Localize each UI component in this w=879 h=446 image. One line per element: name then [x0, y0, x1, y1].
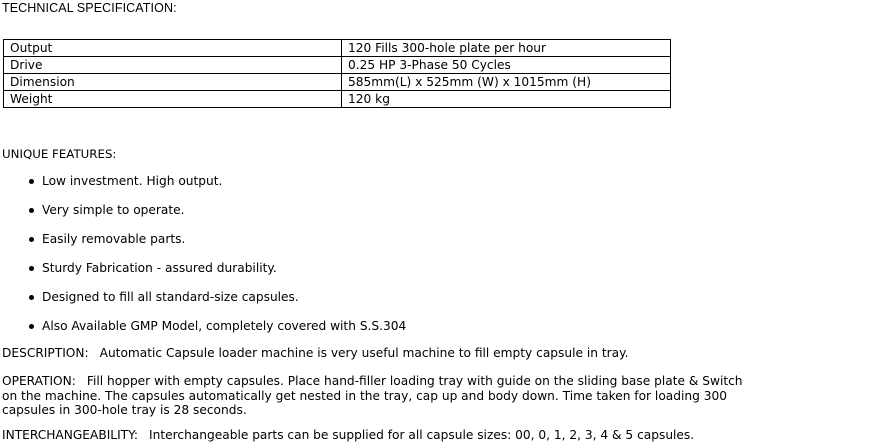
spec-label: Drive [4, 57, 342, 74]
interchangeability-paragraph [2, 428, 694, 443]
feature-text: Low investment. High output. [42, 174, 223, 188]
table-row [4, 74, 671, 91]
operation-label: OPERATION: [2, 374, 76, 388]
spec-value: 0.25 HP 3-Phase 50 Cycles [342, 57, 671, 74]
list-item [23, 254, 406, 283]
feature-text: Easily removable parts. [42, 232, 186, 246]
list-item [23, 283, 406, 312]
technical-specification-heading: TECHNICAL SPECIFICATION: [2, 1, 177, 15]
bullet-icon [29, 295, 34, 300]
list-item [23, 312, 406, 341]
list-item [23, 167, 406, 196]
table-row [4, 57, 671, 74]
list-item [23, 225, 406, 254]
specification-table [3, 39, 671, 108]
operation-paragraph [2, 374, 743, 418]
interchangeability-label: INTERCHANGEABILITY: [2, 428, 139, 442]
spec-label: Output [4, 40, 342, 57]
bullet-icon [29, 266, 34, 271]
feature-text: Also Available GMP Model, completely covered with S.S.304 [42, 319, 407, 333]
bullet-icon [29, 208, 34, 213]
table-row [4, 91, 671, 108]
list-item [23, 196, 406, 225]
spec-value: 585mm(L) x 525mm (W) x 1015mm (H) [342, 74, 671, 91]
bullet-icon [29, 179, 34, 184]
spec-label: Weight [4, 91, 342, 108]
description-paragraph [2, 346, 628, 361]
spec-value: 120 kg [342, 91, 671, 108]
description-text: Automatic Capsule loader machine is very useful machine to fill empty capsule in tray. [99, 346, 629, 360]
unique-features-heading: UNIQUE FEATURES: [2, 147, 117, 161]
operation-line: on the machine. The capsules automatically get nested in the tray, cap up and body down. Time taken for loading 300 [2, 388, 727, 403]
table-row [4, 40, 671, 57]
spec-label: Dimension [4, 74, 342, 91]
description-label: DESCRIPTION: [2, 346, 89, 360]
operation-line [2, 374, 743, 389]
spec-value: 120 Fills 300-hole plate per hour [342, 40, 671, 57]
features-list [23, 167, 406, 341]
operation-line: capsules in 300-hole tray is 28 seconds. [2, 403, 247, 417]
operation-text: Fill hopper with empty capsules. Place hand-filler loading tray with guide on the sliding base plate & Switch [86, 374, 743, 388]
interchangeability-text: Interchangeable parts can be supplied for all capsule sizes: 00, 0, 1, 2, 3, 4 & 5 capsules. [149, 428, 695, 442]
feature-text: Designed to fill all standard-size capsules. [42, 290, 299, 304]
feature-text: Sturdy Fabrication - assured durability. [42, 261, 277, 275]
bullet-icon [29, 237, 34, 242]
feature-text: Very simple to operate. [42, 203, 185, 217]
bullet-icon [29, 324, 34, 329]
